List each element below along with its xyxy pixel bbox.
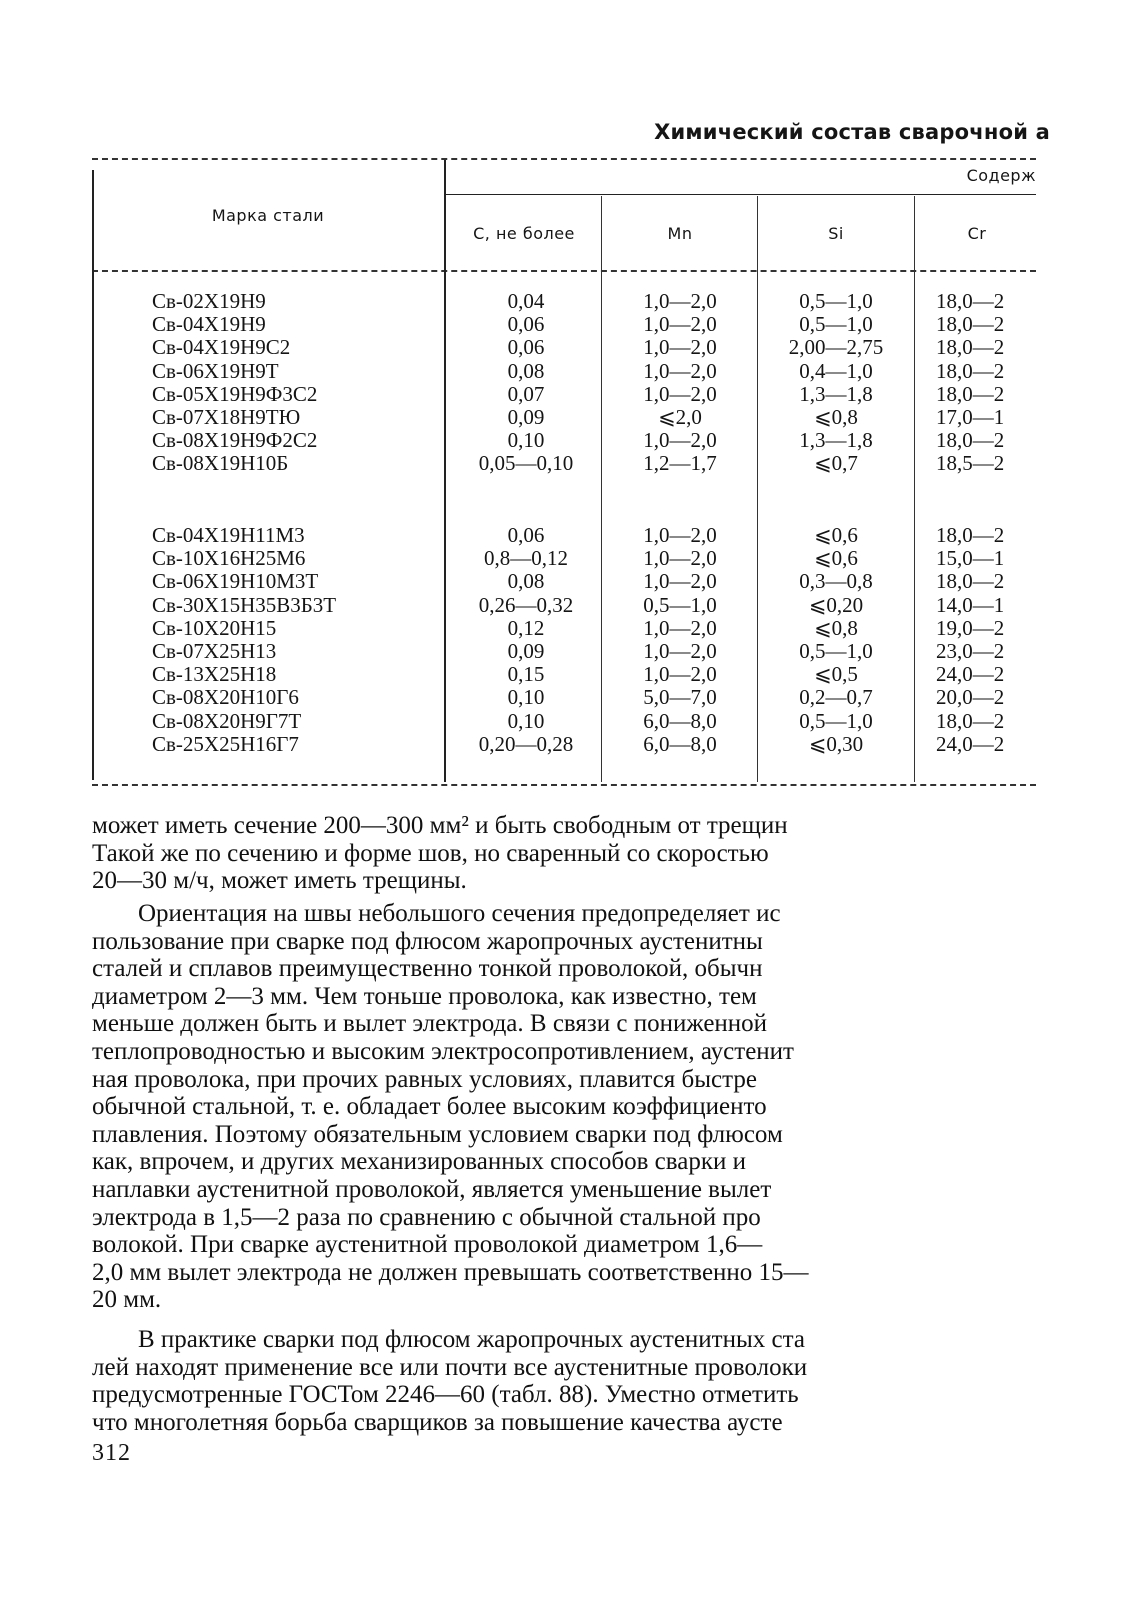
table-cell-grades: Св-06Х19Н9Т — [152, 358, 279, 383]
table-cell-cr: 18,0—2 — [936, 358, 1005, 383]
table-cell-c: 0,07 — [507, 381, 545, 406]
header-content-group: Содерж — [966, 166, 1036, 185]
table-cell-mn: 1,0—2,0 — [643, 312, 717, 337]
table-cell-si: ⩽0,20 — [808, 592, 864, 617]
si-divider — [914, 196, 915, 782]
table-cell-c: 0,15 — [507, 662, 545, 687]
table-cell-c: 0,10 — [507, 428, 545, 453]
text-line: сталей и сплавов преимущественно тонкой проволокой, обычн — [92, 955, 763, 983]
table-cell-mn: 1,0—2,0 — [643, 358, 717, 383]
table-cell-si: ⩽0,6 — [814, 546, 858, 571]
table-cell-grades: Св-04Х19Н9 — [152, 312, 266, 337]
table-cell-c: 0,12 — [507, 615, 545, 640]
table-cell-grades: Св-04Х19Н11М3 — [152, 524, 305, 547]
table-cell-mn: 5,0—7,0 — [643, 685, 717, 710]
table-cell-si: ⩽0,30 — [808, 731, 864, 756]
table-cell-si: 0,4—1,0 — [799, 358, 873, 383]
table-cell-cr: 24,0—2 — [936, 731, 1005, 756]
text-line: что многолетняя борьба сварщиков за повышение качества аусте — [92, 1408, 783, 1436]
table-cell-si: ⩽0,7 — [814, 451, 858, 476]
table-cell-cr: 18,0—2 — [936, 708, 1005, 733]
table-cell-si: 0,5—1,0 — [799, 290, 873, 313]
table-top-rule — [92, 158, 1036, 160]
table-cell-c: 0,26—0,32 — [478, 592, 574, 617]
table-cell-c: 0,20—0,28 — [478, 731, 574, 756]
table-cell-cr: 18,0—2 — [936, 312, 1005, 337]
table-cell-mn: 6,0—8,0 — [643, 708, 717, 733]
table-cell-grades: Св-10Х20Н15 — [152, 615, 277, 640]
table-cell-c: 0,08 — [507, 358, 545, 383]
group2-si-column — [760, 524, 912, 756]
group2-c-column — [452, 524, 600, 756]
text-line: В практике сварки под флюсом жаропрочных аустенитных ста — [138, 1326, 805, 1353]
text-line: обычной стальной, т. е. обладает более высоким коэффициенто — [92, 1093, 767, 1121]
table-cell-si: 0,5—1,0 — [799, 638, 873, 663]
table-cell-cr: 18,0—2 — [936, 524, 1005, 547]
text-line: лей находят применение все или почти все аустенитные проволоки — [92, 1353, 808, 1381]
header-group-rule — [446, 194, 1036, 195]
table-cell-mn: 1,0—2,0 — [643, 381, 717, 406]
table-cell-mn: 0,5—1,0 — [643, 592, 717, 617]
table-bottom-rule — [92, 784, 1036, 786]
table-cell-si: 1,3—1,8 — [799, 428, 873, 453]
header-grade: Марка стали — [211, 206, 325, 225]
text-line: наплавки аустенитной проволокой, является уменьшение вылет — [92, 1175, 772, 1203]
table-cell-cr: 18,0—2 — [936, 335, 1005, 360]
table-cell-grades: Св-30Х15Н35В3Б3Т — [152, 592, 337, 617]
table-cell-si: ⩽0,5 — [814, 662, 858, 687]
table-cell-cr: 17,0—1 — [936, 404, 1005, 429]
table-cell-si: 1,3—1,8 — [799, 381, 873, 406]
table-cell-cr: 15,0—1 — [936, 546, 1005, 571]
table-cell-grades: Св-02Х19Н9 — [152, 290, 266, 313]
text-line: предусмотренные ГОСТом 2246—60 (табл. 88). Уместно отметить — [92, 1381, 799, 1409]
table-cell-cr: 18,0—2 — [936, 569, 1005, 594]
table-cell-c: 0,06 — [507, 312, 545, 337]
table-cell-si: 2,00—2,75 — [788, 335, 884, 360]
table-cell-si: ⩽0,6 — [814, 524, 858, 547]
page-number: 312 — [92, 1440, 131, 1466]
text-line: может иметь сечение 200—300 мм² и быть свободным от трещин — [92, 812, 788, 839]
table-cell-grades: Св-05Х19Н9Ф3С2 — [152, 381, 318, 406]
table-cell-grades: Св-08Х20Н10Г6 — [152, 685, 299, 710]
text-line: 2,0 мм вылет электрода не должен превышать соответственно 15— — [92, 1258, 809, 1286]
text-line: как, впрочем, и других механизированных способов сварки и — [92, 1148, 746, 1176]
text-line: ная проволока, при прочих равных условиях, плавится быстре — [92, 1065, 757, 1093]
text-line: 20—30 м/ч, может иметь трещины. — [92, 867, 467, 895]
table-cell-grades: Св-13Х25Н18 — [152, 662, 277, 687]
text-line: плавления. Поэтому обязательным условием сварки под флюсом — [92, 1120, 783, 1148]
table-cell-c: 0,04 — [507, 290, 545, 313]
table-cell-mn: ⩽2,0 — [658, 404, 702, 429]
table-cell-c: 0,09 — [507, 638, 545, 663]
table-cell-grades: Св-07Х25Н13 — [152, 638, 277, 663]
group2-grade-column — [152, 524, 442, 756]
table-cell-grades: Св-08Х20Н9Г7Т — [152, 708, 302, 733]
text-line: Ориентация на швы небольшого сечения предопределяет ис — [138, 900, 781, 927]
header-si: Si — [828, 224, 844, 243]
table-cell-mn: 1,0—2,0 — [643, 662, 717, 687]
table-caption: Химический состав сварочной а — [654, 120, 1050, 144]
table-cell-grades: Св-08Х19Н10Б — [152, 451, 289, 476]
table-cell-grades: Св-04Х19Н9С2 — [152, 335, 291, 360]
table-cell-mn: 1,0—2,0 — [643, 569, 717, 594]
table-cell-cr: 18,0—2 — [936, 290, 1005, 313]
text-line: меньше должен быть и вылет электрода. В связи с пониженной — [92, 1010, 768, 1038]
text-line: электрода в 1,5—2 раза по сравнению с обычной стальной про — [92, 1203, 761, 1231]
table-cell-mn: 1,0—2,0 — [643, 524, 717, 547]
table-cell-grades: Св-08Х19Н9Ф2С2 — [152, 428, 318, 453]
table-cell-c: 0,05—0,10 — [478, 451, 574, 476]
group2-mn-column — [604, 524, 756, 756]
mn-divider — [757, 196, 758, 782]
c-divider — [601, 196, 602, 782]
table-cell-cr: 24,0—2 — [936, 662, 1005, 687]
table-cell-cr: 19,0—2 — [936, 615, 1005, 640]
table-cell-mn: 1,2—1,7 — [643, 451, 717, 476]
group1-si-column — [760, 290, 912, 476]
header-c: С, не более — [473, 224, 575, 243]
paragraph-1 — [92, 812, 1036, 895]
table-cell-si: 0,5—1,0 — [799, 312, 873, 337]
table-cell-mn: 1,0—2,0 — [643, 546, 717, 571]
table-cell-cr: 23,0—2 — [936, 638, 1005, 663]
header-bottom-rule — [92, 270, 1036, 272]
group1-mn-column — [604, 290, 756, 476]
table-cell-si: 0,2—0,7 — [799, 685, 873, 710]
table-cell-c: 0,09 — [507, 404, 545, 429]
table-cell-cr: 20,0—2 — [936, 685, 1005, 710]
text-line: волокой. При сварке аустенитной проволокой диаметром 1,6— — [92, 1231, 763, 1259]
table-cell-si: ⩽0,8 — [814, 404, 858, 429]
table-cell-c: 0,06 — [507, 524, 545, 547]
group1-c-column — [452, 290, 600, 476]
table-cell-mn: 6,0—8,0 — [643, 731, 717, 756]
table-cell-mn: 1,0—2,0 — [643, 428, 717, 453]
grade-divider — [444, 160, 446, 782]
group1-cr-column — [918, 290, 1036, 476]
text-line: теплопроводностью и высоким электросопротивлением, аустенит — [92, 1037, 794, 1065]
group1-grade-column — [152, 290, 442, 476]
text-line: Такой же по сечению и форме шов, но сваренный со скоростью — [92, 839, 769, 867]
table-cell-cr: 14,0—1 — [936, 592, 1005, 617]
text-line: 20 мм. — [92, 1286, 162, 1314]
table-cell-mn: 1,0—2,0 — [643, 638, 717, 663]
table-cell-grades: Св-25Х25Н16Г7 — [152, 731, 299, 756]
table-cell-grades: Св-07Х18Н9ТЮ — [152, 404, 301, 429]
table-cell-c: 0,8—0,12 — [484, 546, 568, 571]
text-line: диаметром 2—3 мм. Чем тоньше проволока, как известно, тем — [92, 982, 757, 1010]
header-cr: Cr — [967, 224, 987, 243]
paragraph-2 — [92, 900, 1036, 1314]
table-cell-si: 0,5—1,0 — [799, 708, 873, 733]
table-cell-si: 0,3—0,8 — [799, 569, 873, 594]
table-cell-c: 0,06 — [507, 335, 545, 360]
text-line: пользование при сварке под флюсом жаропрочных аустенитны — [92, 927, 763, 955]
table-cell-cr: 18,5—2 — [936, 451, 1005, 476]
table-cell-si: ⩽0,8 — [814, 615, 858, 640]
table-cell-c: 0,10 — [507, 685, 545, 710]
table-cell-grades: Св-06Х19Н10М3Т — [152, 569, 319, 594]
table-cell-mn: 1,0—2,0 — [643, 335, 717, 360]
group2-cr-column — [918, 524, 1036, 756]
table-cell-c: 0,10 — [507, 708, 545, 733]
header-mn: Mn — [667, 224, 693, 243]
table-cell-cr: 18,0—2 — [936, 428, 1005, 453]
table-cell-c: 0,08 — [507, 569, 545, 594]
table-cell-grades: Св-10Х16Н25М6 — [152, 546, 306, 571]
table-left-border — [92, 170, 94, 780]
table-cell-mn: 1,0—2,0 — [643, 615, 717, 640]
paragraph-3 — [92, 1326, 1036, 1436]
table-cell-cr: 18,0—2 — [936, 381, 1005, 406]
table-cell-mn: 1,0—2,0 — [643, 290, 717, 313]
